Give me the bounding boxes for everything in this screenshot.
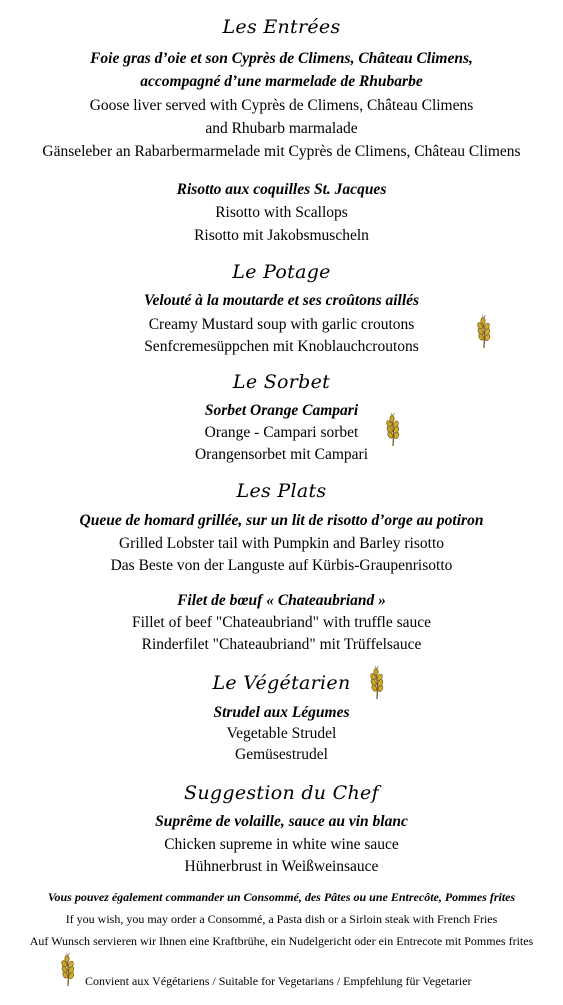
section-title-plats: Les Plats [236,480,327,502]
section-title-entrees: Les Entrées [222,16,341,38]
potage-item1-fr: Velouté à la moutarde et ses croûtons aillés [143,292,420,309]
entrees-item1-fr-line2: accompagné d’une marmelade de Rhubarbe [140,73,423,90]
sorbet-item1-de: Orangensorbet mit Campari [194,446,369,463]
potage-item1-en: Creamy Mustard soup with garlic croutons [148,316,415,333]
wheat-icon [383,413,403,447]
entrees-item2-de: Risotto mit Jakobsmuscheln [194,227,369,244]
entrees-item2-fr: Risotto aux coquilles St. Jacques [176,181,387,198]
vegetarien-item1-de: Gemüsestrudel [235,746,328,763]
entrees-item1-fr-line1: Foie gras d’oie et son Cyprès de Climens, Château Climens, [90,50,473,67]
vegetarian-legend: Convient aux Végétariens / Suitable for Vegetarians / Empfehlung für Vegetarier [85,974,472,988]
wheat-icon [474,315,494,349]
plats-item2-en: Fillet of beef "Chateaubriand" with truffle sauce [131,614,432,631]
footer-note-fr: Vous pouvez également commander un Consommé, des Pâtes ou une Entrecôte, Pommes frites [47,890,516,904]
footer-note-en: If you wish, you may order a Consommé, a Pasta dish or a Sirloin steak with French Fries [65,912,498,926]
entrees-item2-en: Risotto with Scallops [215,204,348,221]
suggestion-item1-de: Hühnerbrust in Weißweinsauce [184,858,379,875]
sorbet-item1-fr: Sorbet Orange Campari [204,402,359,419]
plats-item1-fr: Queue de homard grillée, sur un lit de risotto d’orge au potiron [79,512,484,529]
section-title-sorbet: Le Sorbet [232,371,331,393]
suggestion-item1-fr: Suprême de volaille, sauce au vin blanc [155,813,408,830]
potage-item1-de: Senfcremesüppchen mit Knoblauchcroutons [144,338,419,355]
section-title-vegetarien: Le Végétarien [212,672,351,694]
entrees-item1-en-line1: Goose liver served with Cyprès de Climens, Château Climens [89,97,474,114]
vegetarien-item1-fr: Strudel aux Légumes [213,704,350,721]
plats-item1-de: Das Beste von der Languste auf Kürbis-Graupenrisotto [110,557,453,574]
entrees-item1-de: Gänseleber an Rabarbermarmelade mit Cyprès de Climens, Château Climens [42,143,521,160]
plats-item2-de: Rinderfilet "Chateaubriand" mit Trüffelsauce [141,636,422,653]
wheat-icon [58,953,78,987]
sorbet-item1-en: Orange - Campari sorbet [204,424,359,441]
wheat-icon [367,666,387,700]
section-title-potage: Le Potage [232,261,331,283]
suggestion-item1-en: Chicken supreme in white wine sauce [164,836,399,853]
plats-item2-fr: Filet de bœuf « Chateaubriand » [177,592,386,609]
footer-note-de: Auf Wunsch servieren wir Ihnen eine Kraftbrühe, ein Nudelgericht oder ein Entrecote mit Pommes frites [29,934,534,948]
entrees-item1-en-line2: and Rhubarb marmalade [205,120,358,137]
vegetarien-item1-en: Vegetable Strudel [226,725,337,742]
section-title-suggestion: Suggestion du Chef [184,782,379,804]
plats-item1-en: Grilled Lobster tail with Pumpkin and Barley risotto [118,535,445,552]
